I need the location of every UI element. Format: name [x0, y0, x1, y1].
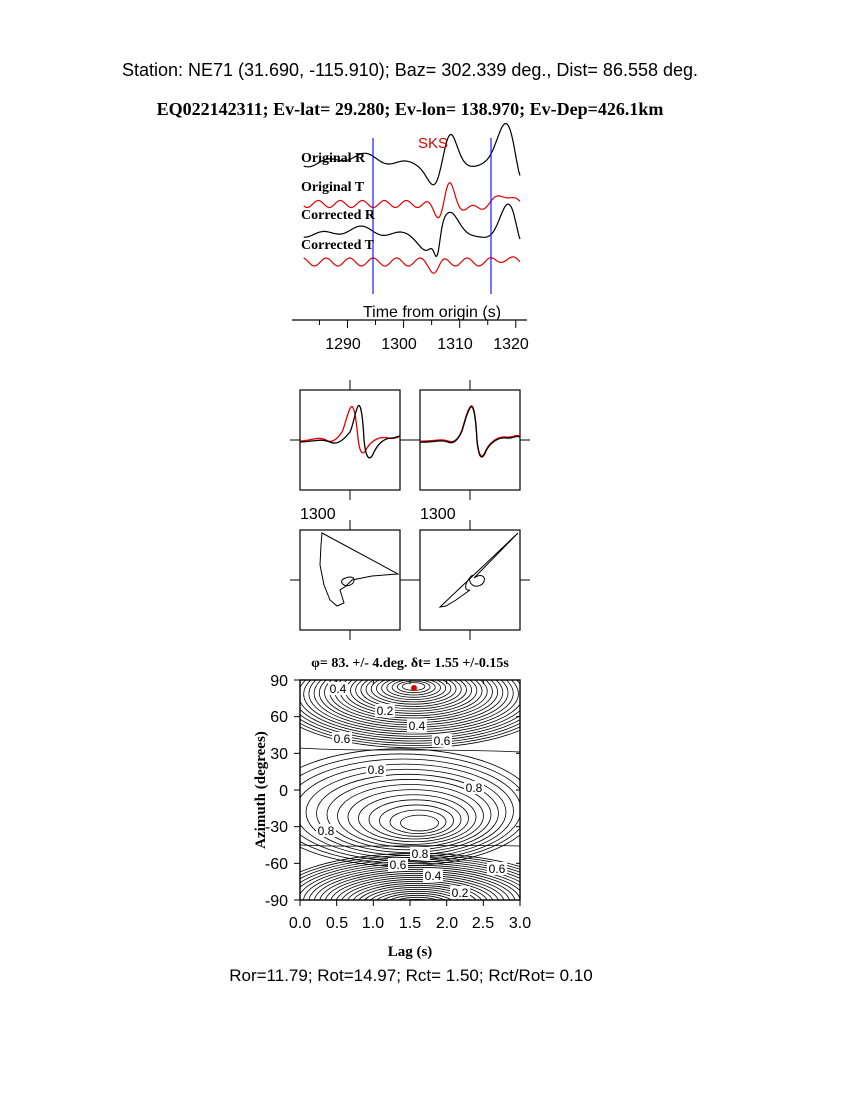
time-axis-label: Time from origin (s)	[362, 304, 502, 321]
azimuth-tick-90: 90	[270, 673, 288, 690]
contour-label: 0.4	[329, 682, 347, 696]
particle-box-left-frame	[300, 530, 400, 630]
azimuth-tick-0: 0	[279, 783, 288, 800]
contour-middle	[296, 764, 514, 858]
grid-search-panel	[253, 645, 564, 960]
contour-lower	[384, 895, 450, 916]
event-header: EQ022142311; Ev-lat= 29.280; Ev-lon= 138.970; Ev-Dep=426.1km	[156, 99, 664, 119]
waveform-box-left	[290, 380, 410, 523]
lag-tick-0: 0.0	[288, 915, 312, 932]
contour-label: 0.6	[333, 732, 351, 746]
contour-lower	[401, 901, 435, 912]
lag-tick-3: 3.0	[508, 915, 532, 932]
contour-upper	[340, 665, 487, 718]
contour-label: 0.6	[433, 734, 451, 748]
contour-axis-ticks	[294, 680, 520, 906]
contour-middle	[359, 795, 469, 842]
contour-label: 0.8	[465, 781, 483, 795]
contour-label: 0.8	[317, 824, 335, 838]
contour-boundary-lower	[300, 845, 520, 846]
time-tick-label-1320: 1320	[493, 336, 529, 353]
particle-motion-path-left	[320, 533, 398, 606]
phase-label: SKS	[417, 135, 449, 152]
time-tick-label-1300: 1300	[381, 336, 417, 353]
lag-tick-15: 1.5	[398, 915, 422, 932]
contour-label: 0.4	[408, 719, 426, 733]
waveform-red-left	[300, 407, 400, 453]
contour-middle	[264, 749, 536, 866]
contour-label: 0.6	[488, 862, 506, 876]
best-fit-marker	[411, 685, 417, 691]
trace-label-original-t: Original T	[301, 180, 365, 195]
azimuth-tick-neg30: -30	[264, 819, 288, 836]
lag-tick-1: 1.0	[361, 915, 385, 932]
lag-tick-05: 0.5	[325, 915, 349, 932]
contour-middle	[390, 810, 446, 834]
traces-panel	[292, 124, 529, 354]
splitting-result: φ= 83. +/- 4.deg. δt= 1.55 +/-0.15s	[311, 656, 509, 671]
time-axis-ticks	[319, 320, 515, 328]
energy-ratios-footer: Ror=11.79; Rot=14.97; Rct= 1.50; Rct/Rot= 0.10	[229, 966, 593, 985]
contour-label: 0.2	[451, 886, 469, 900]
lag-tick-25: 2.5	[471, 915, 495, 932]
trace-label-corrected-r: Corrected R	[301, 208, 375, 223]
station-header: Station: NE71 (31.690, -115.910); Baz= 302.339 deg., Dist= 86.558 deg.	[121, 60, 699, 80]
azimuth-tick-neg90: -90	[264, 893, 288, 910]
contour-label: 0.8	[411, 847, 429, 861]
waveform-black-left	[300, 405, 400, 457]
waveform-tick-label-right: 1300	[420, 506, 456, 523]
contour-lower	[395, 899, 439, 913]
contour-middle	[369, 800, 461, 839]
azimuth-tick-60: 60	[270, 709, 288, 726]
contour-middle	[401, 815, 439, 831]
lag-axis-label: Lag (s)	[387, 944, 433, 960]
waveform-red-right	[420, 406, 520, 456]
time-tick-label-1290: 1290	[325, 336, 361, 353]
particle-motion-right	[410, 520, 530, 640]
contour-middle	[380, 805, 454, 836]
contour-label: 0.8	[367, 763, 385, 777]
lag-tick-2: 2.0	[435, 915, 459, 932]
waveform-box-right	[410, 380, 530, 523]
particle-motion-path-right	[440, 533, 518, 607]
azimuth-tick-30: 30	[270, 746, 288, 763]
azimuth-axis-label: Azimuth (degrees)	[253, 731, 269, 849]
contour-label: 0.4	[424, 869, 442, 883]
contour-label: 0.6	[389, 858, 407, 872]
particle-motion-left	[290, 520, 410, 640]
trace-label-original-r: Original R	[301, 151, 366, 166]
contour-label: 0.2	[376, 704, 394, 718]
contour-upper	[335, 663, 493, 720]
contour-lower	[406, 903, 429, 910]
waveform-black-right	[420, 407, 520, 457]
trace-corrected-t	[304, 257, 520, 273]
azimuth-tick-neg60: -60	[264, 856, 288, 873]
time-tick-label-1310: 1310	[437, 336, 473, 353]
trace-label-corrected-t: Corrected T	[301, 238, 374, 253]
waveform-tick-label-left: 1300	[300, 506, 336, 523]
